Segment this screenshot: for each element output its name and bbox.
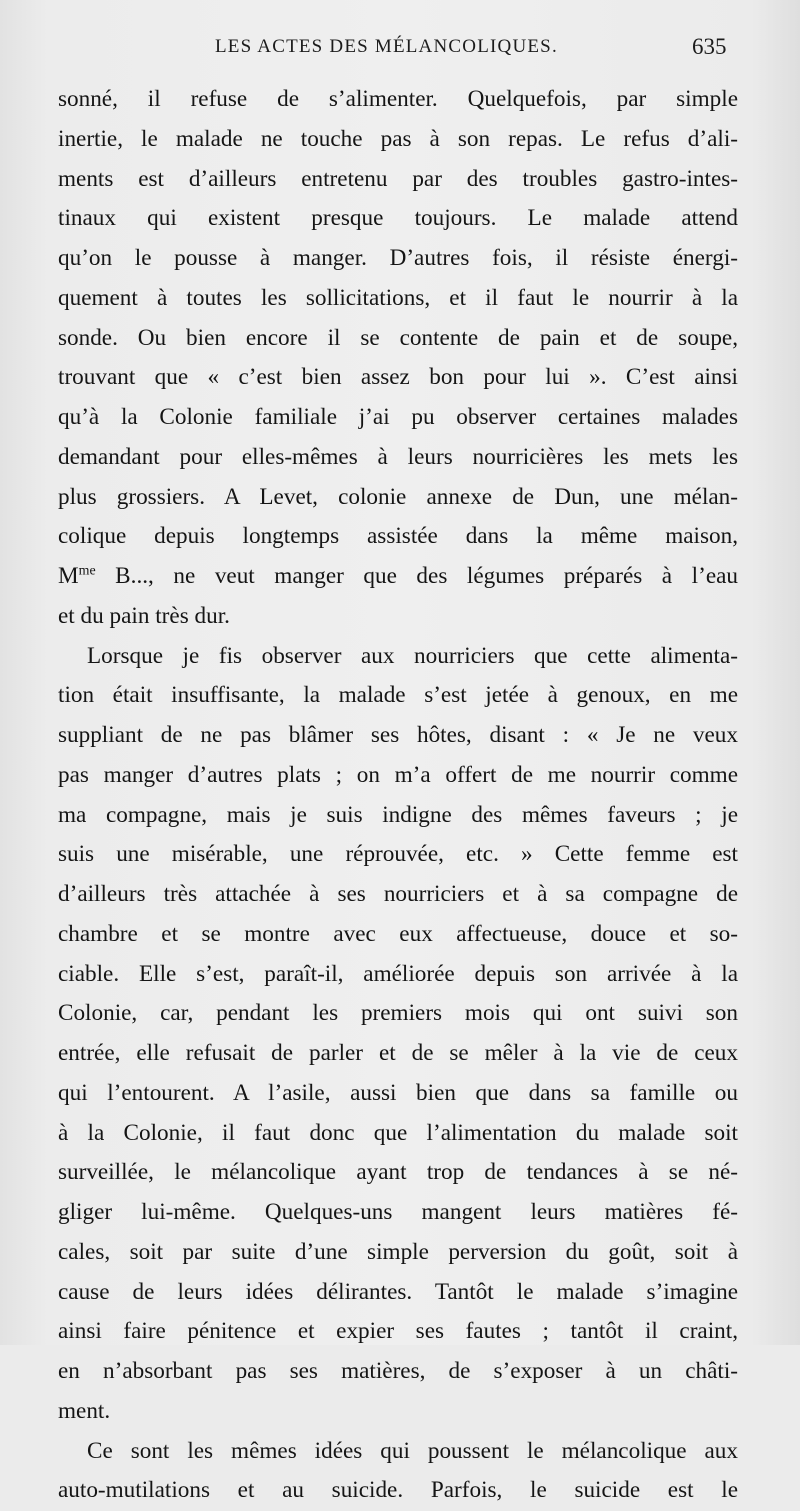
text-line: tinaux qui existent presque toujours. Le malade attend [58, 205, 738, 232]
text-line: à la Colonie, il faut donc que l’alimentation du malade soit [58, 1119, 738, 1146]
text-line: suppliant de ne pas blâmer ses hôtes, disant : « Je ne veux [58, 722, 738, 748]
paragraph-end-line: ment. [58, 1397, 111, 1424]
page-number: 635 [692, 34, 727, 59]
text-line: cause de leurs idées délirantes. Tantôt le malade s’imagine [58, 1278, 738, 1305]
text-line: qui l’entourent. A l’asile, aussi bien que dans sa famille ou [58, 1079, 738, 1106]
text-line: inertie, le malade ne touche pas à son repas. Le refus d’ali- [58, 125, 738, 152]
text-line: sonné, il refuse de s’alimenter. Quelquefois, par simple [58, 86, 738, 112]
text-line: surveillée, le mélancolique ayant trop de tendances à se né- [58, 1159, 738, 1186]
text-line: ainsi faire pénitence et expier ses fautes ; tantôt il craint, [58, 1318, 738, 1345]
text-line: $M^{me}$ B..., ne veut manger que des légumes préparés à l’eau [58, 563, 738, 589]
text-line: suis une misérable, une réprouvée, etc. » Cette femme est [58, 841, 738, 868]
text-line: demandant pour elles-mêmes à leurs nourricières les mets les [58, 443, 738, 470]
text-line: entrée, elle refusait de parler et de se mêler à la vie de ceux [58, 1040, 738, 1066]
text-line: sonde. Ou bien encore il se contente de pain et de soupe, [58, 324, 738, 351]
text-line: colique depuis longtemps assistée dans la même maison, [58, 523, 738, 550]
body-text [58, 80, 738, 1511]
text-line: pas manger d’autres plats ; on m’a offert de me nourrir comme [58, 761, 738, 788]
text-line: ments est d’ailleurs entretenu par des troubles gastro-intes- [58, 165, 738, 192]
text-line: ciable. Elle s’est, paraît-il, améliorée depuis son arrivée à la [58, 960, 738, 987]
text-line: quement à toutes les sollicitations, et il faut le nourrir à la [58, 284, 738, 311]
text-line: qu’à la Colonie familiale j’ai pu observer certaines malades [58, 404, 738, 430]
text-line: cales, soit par suite d’une simple perversion du goût, soit à [58, 1238, 738, 1265]
text-line: chambre et se montre avec eux affectueuse, douce et so- [58, 920, 738, 947]
text-line: Colonie, car, pendant les premiers mois qui ont suivi son [58, 1000, 738, 1027]
text-line: auto-mutilations et au suicide. Parfois, le suicide est le [58, 1477, 738, 1504]
text-line: ma compagne, mais je suis indigne des mêmes faveurs ; je [58, 801, 738, 828]
text-line: trouvant que « c’est bien assez bon pour lui ». C’est ainsi [58, 364, 738, 391]
text-line: d’ailleurs très attachée à ses nourriciers et à sa compagne de [58, 881, 738, 907]
text-line: qu’on le pousse à manger. D’autres fois, il résiste énergi- [58, 245, 738, 271]
paragraph-first-line: Ce sont les mêmes idées qui poussent le mélancolique aux [87, 1437, 738, 1464]
text-line: tion était insuffisante, la malade s’est jetée à genoux, en me [58, 682, 738, 709]
text-line: gliger lui-même. Quelques-uns mangent leurs matières fé- [58, 1199, 738, 1225]
text-line: en n’absorbant pas ses matières, de s’exposer à un châti- [58, 1358, 738, 1384]
paragraph-end-line: et du pain très dur. [58, 602, 230, 629]
paragraph-first-line: Lorsque je fis observer aux nourriciers que cette alimenta- [87, 642, 738, 669]
running-title: LES ACTES DES MÉLANCOLIQUES. [215, 36, 558, 57]
page-header [0, 36, 800, 68]
text-line: plus grossiers. A Levet, colonie annexe de Dun, une mélan- [58, 483, 738, 510]
